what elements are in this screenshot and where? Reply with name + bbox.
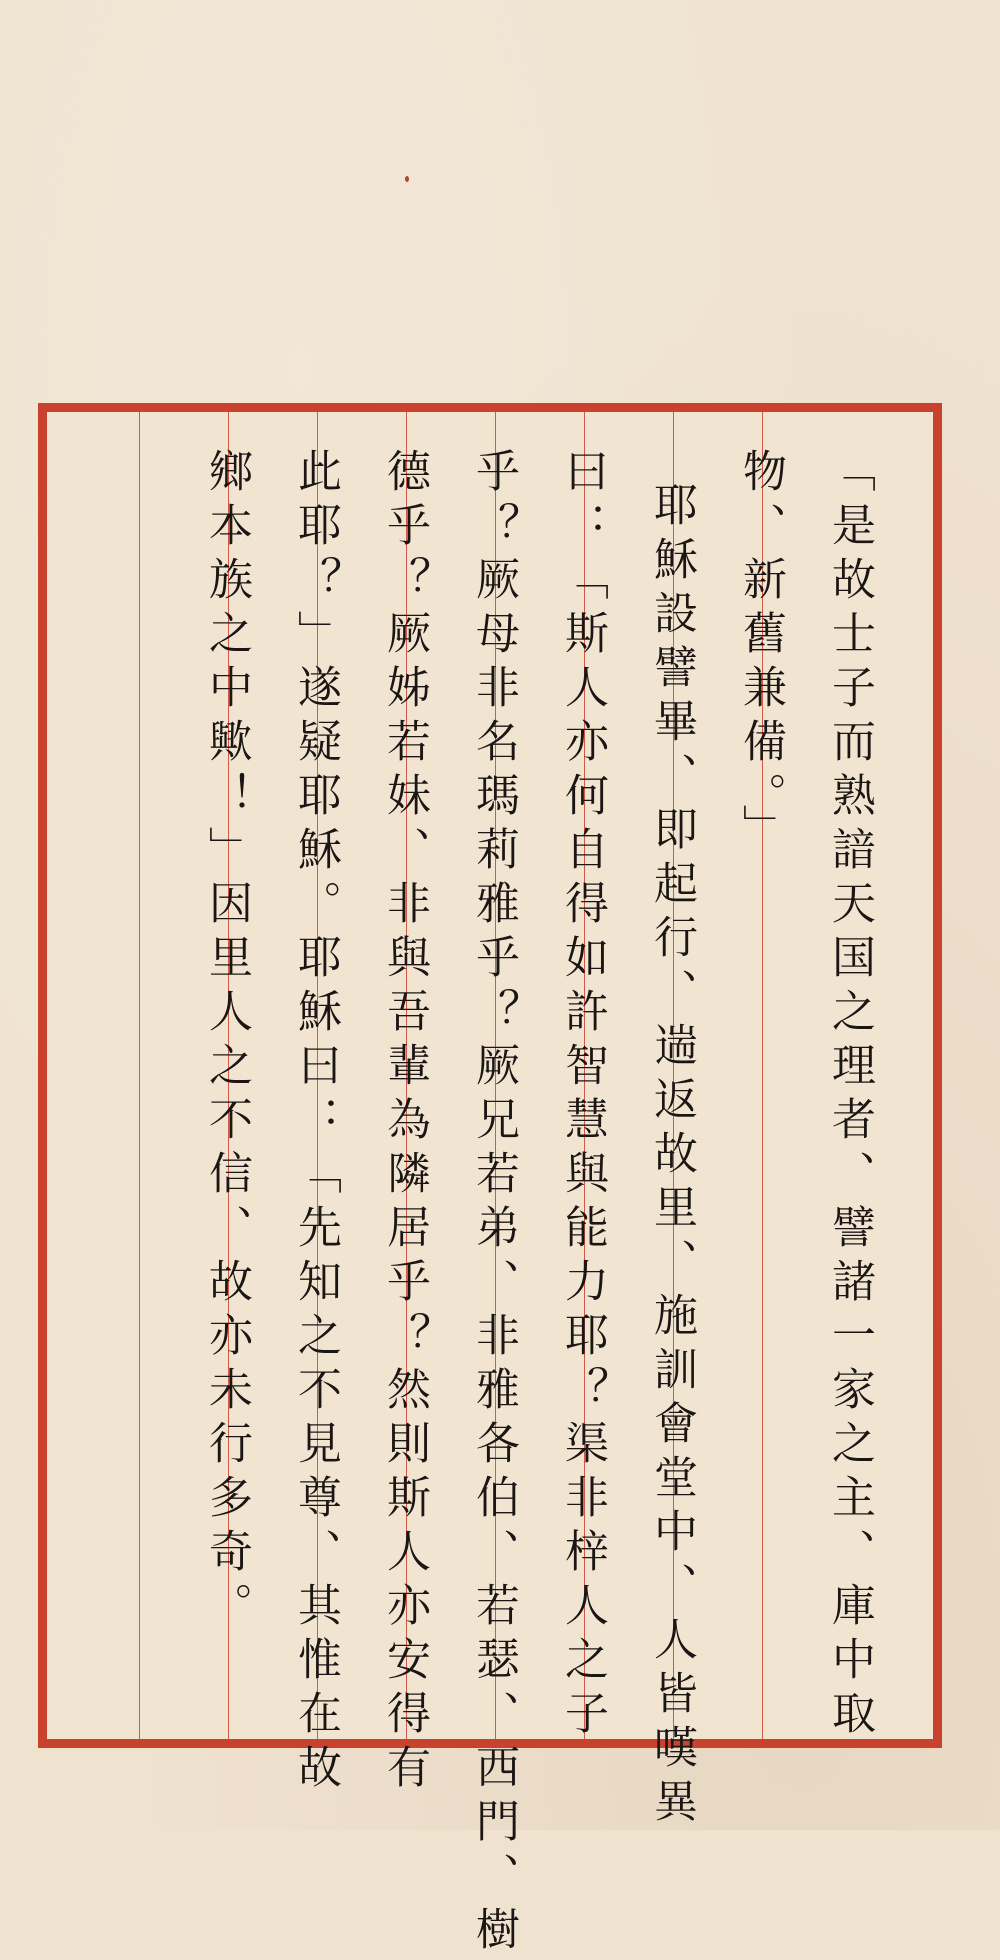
text-column-1: ﹁是故士子而熟諳天国之理者、譬諸一家之主、庫中取	[824, 448, 875, 1744]
text-frame	[38, 403, 942, 1960]
text-column-5: 乎？厥母非名瑪莉雅乎？厥兄若弟、非雅各伯、若瑟、西門、樹	[468, 448, 519, 1960]
ink-speck	[405, 176, 409, 182]
text-column-3: 耶穌設譬畢、即起行、遄返故里、施訓會堂中、人皆嘆異	[646, 482, 697, 1832]
text-column-6: 德乎？厥姊若妹、非與吾輩為隣居乎？然則斯人亦安得有	[379, 448, 430, 1798]
text-column-4: 曰：﹁斯人亦何自得如許智慧與能力耶？渠非梓人之子	[557, 448, 608, 1744]
text-column-7: 此耶？﹂遂疑耶穌。耶穌曰：﹁先知之不見尊、其惟在故	[290, 448, 341, 1798]
text-column-2: 物、新舊兼備。﹂	[735, 448, 786, 858]
column-rule	[139, 412, 140, 1739]
text-column-8: 鄉本族之中歟！﹂因里人之不信、故亦未行多奇。	[201, 448, 252, 1636]
